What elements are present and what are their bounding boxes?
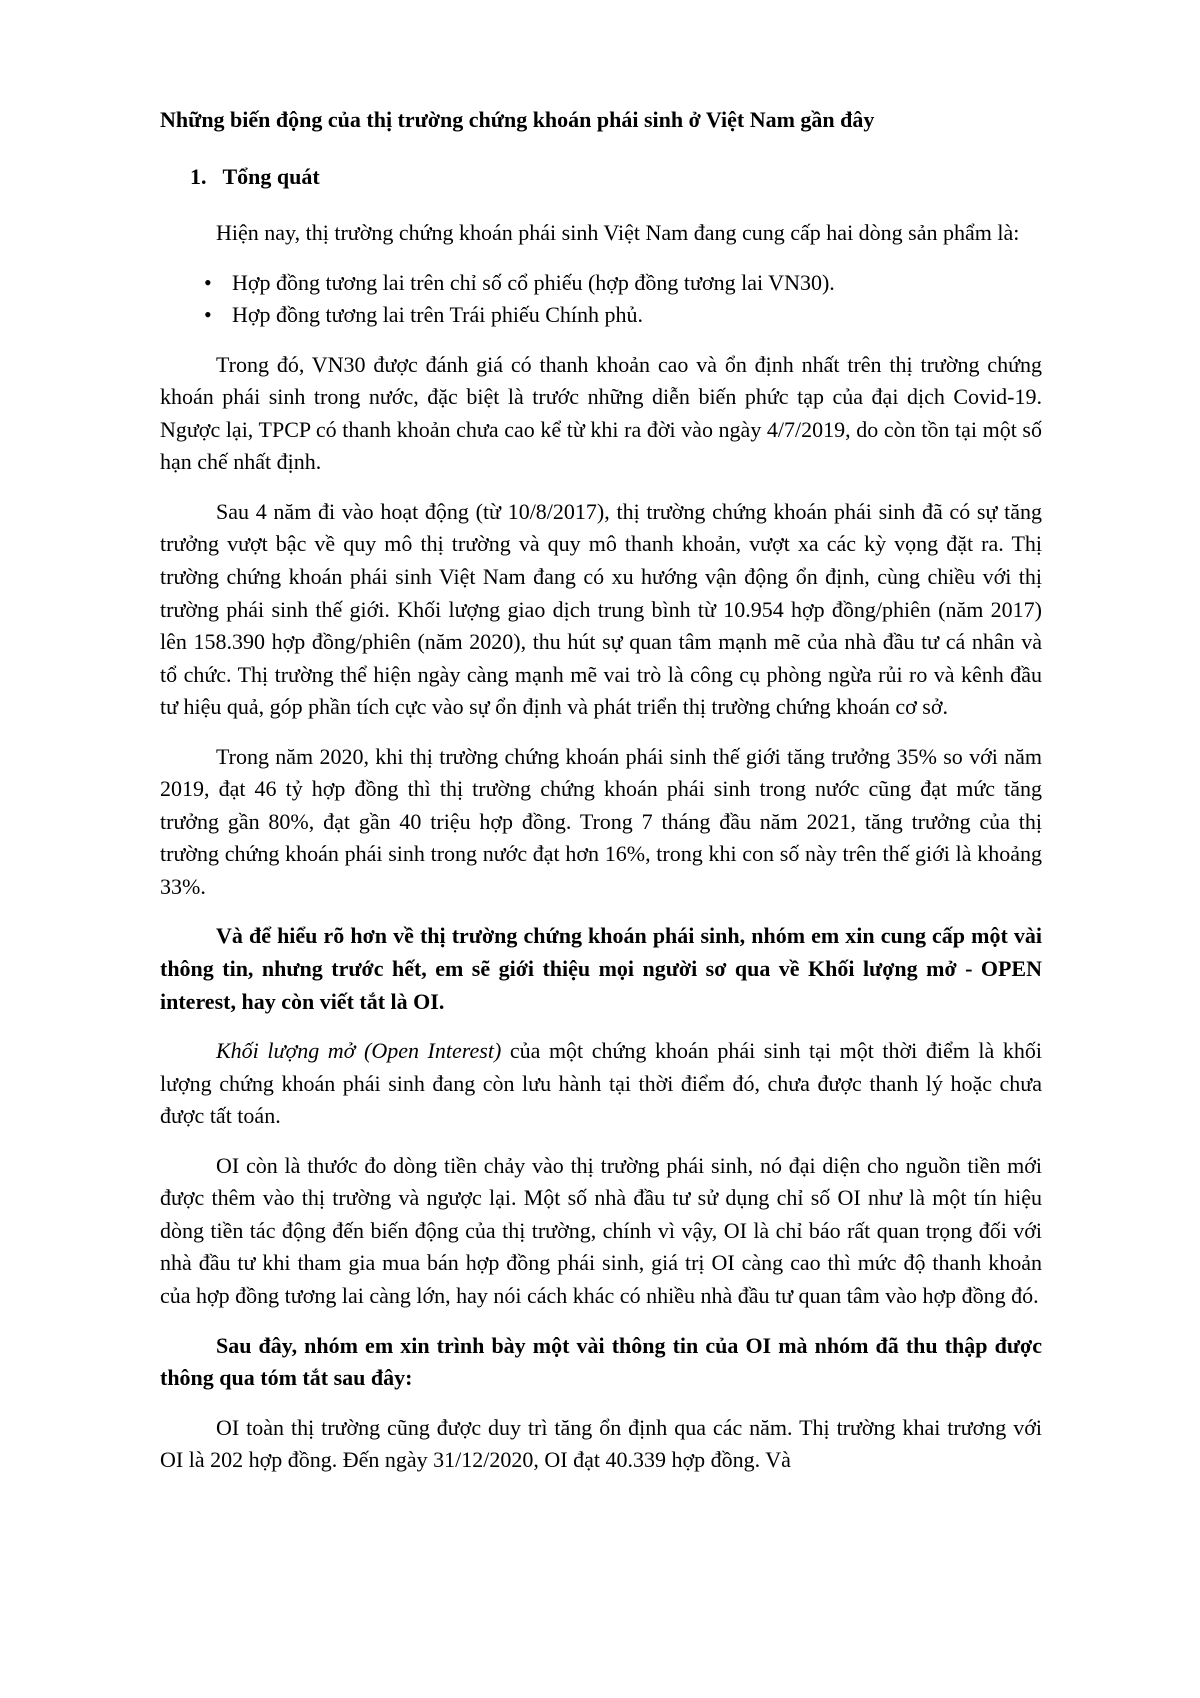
- section-number: 1.: [190, 163, 207, 189]
- document-title: Những biến động của thị trường chứng khoán phái sinh ở Việt Nam gần đây: [160, 107, 875, 132]
- section-title: Tổng quát: [222, 163, 320, 189]
- open-interest-term: Khối lượng mở (Open Interest): [216, 1038, 502, 1064]
- paragraph-oi-market-stats: OI toàn thị trường cũng được duy trì tăng ổn định qua các năm. Thị trường khai trương với OI là 202 hợp đồng. Đến ngày 31/12/2020, OI đạt 40.339 hợp đồng. Và: [160, 1414, 1042, 1473]
- paragraph-vn30-liquidity: Trong đó, VN30 được đánh giá có thanh khoản cao và ổn định nhất trên thị trường chứng khoán phái sinh trong nước, đặc biệt là trước những diễn biến phức tạp của đại dịch Covid-19. Ngược lại, TPCP có thanh khoản chưa cao kể từ khi ra đời vào ngày 4/7/2019, do còn tồn tại một số hạn chế nhất định.: [160, 351, 1042, 475]
- paragraph-oi-role: OI còn là thước đo dòng tiền chảy vào thị trường phái sinh, nó đại diện cho nguồn tiền mới được thêm vào thị trường và ngược lại. Một số nhà đầu tư sử dụng chỉ số OI như là một tín hiệu dòng tiền tác động đến biến động của thị trường, chính vì vậy, OI là chỉ báo rất quan trọng đối với nhà đầu tư khi tham gia mua bán hợp đồng phái sinh, giá trị OI càng cao thì mức độ thanh khoản của hợp đồng tương lai càng lớn, hay nói cách khác có nhiều nhà đầu tư quan tâm vào hợp đồng đó.: [160, 1152, 1042, 1308]
- paragraph-open-interest-definition: [160, 1035, 1042, 1133]
- paragraph-market-growth: Sau 4 năm đi vào hoạt động (từ 10/8/2017), thị trường chứng khoán phái sinh đã có sự tăng trưởng vượt bậc về quy mô thị trường và quy mô thanh khoản, vượt xa các kỳ vọng đặt ra. Thị trường chứng khoán phái sinh Việt Nam đang có xu hướng vận động ổn định, cùng chiều với thị trường phái sinh thế giới. Khối lượng giao dịch trung bình từ 10.954 hợp đồng/phiên (năm 2017) lên 158.390 hợp đồng/phiên (năm 2020), thu hút sự quan tâm mạnh mẽ của nhà đầu tư cá nhân và tổ chức. Thị trường thể hiện ngày càng mạnh mẽ vai trò là công cụ phòng ngừa rủi ro và kênh đầu tư hiệu quả, góp phần tích cực vào sự ổn định và phát triển thị trường chứng khoán cơ sở.: [160, 498, 1042, 720]
- list-item-vn30-futures: [204, 267, 1042, 300]
- product-list: [160, 267, 1042, 332]
- paragraph-summary-intro: Sau đây, nhóm em xin trình bày một vài thông tin của OI mà nhóm đã thu thập được thông qua tóm tắt sau đây:: [160, 1332, 1042, 1391]
- paragraph-2020-statistics: Trong năm 2020, khi thị trường chứng khoán phái sinh thế giới tăng trưởng 35% so với năm 2019, đạt 46 tỷ hợp đồng thì thị trường chứng khoán phái sinh trong nước cũng đạt mức tăng trưởng gần 80%, đạt gần 40 triệu hợp đồng. Trong 7 tháng đầu năm 2021, tăng trưởng của thị trường chứng khoán phái sinh trong nước đạt hơn 16%, trong khi con số này trên thế giới là khoảng 33%.: [160, 743, 1042, 899]
- bullet-icon: •: [204, 269, 212, 295]
- list-item-text: Hợp đồng tương lai trên chỉ số cổ phiếu (hợp đồng tương lai VN30).: [232, 269, 835, 295]
- paragraph-open-interest-intro: Và để hiểu rõ hơn về thị trường chứng khoán phái sinh, nhóm em xin cung cấp một vài thông tin, nhưng trước hết, em sẽ giới thiệu mọi người sơ qua về Khối lượng mở - OPEN interest, hay còn viết tắt là OI.: [160, 923, 1042, 1014]
- bullet-icon: •: [204, 302, 212, 328]
- list-item-bond-futures: [204, 299, 1042, 332]
- list-item-text: Hợp đồng tương lai trên Trái phiếu Chính phủ.: [232, 302, 644, 328]
- section-heading: [190, 161, 1042, 194]
- open-interest-definition-text: của một chứng khoán phái sinh tại một thời điểm là khối lượng chứng khoán phái sinh đang còn lưu hành tại thời điểm đó, chưa được thanh lý hoặc chưa được tất toán.: [160, 1038, 1042, 1129]
- paragraph-intro: Hiện nay, thị trường chứng khoán phái sinh Việt Nam đang cung cấp hai dòng sản phẩm là:: [216, 220, 1020, 246]
